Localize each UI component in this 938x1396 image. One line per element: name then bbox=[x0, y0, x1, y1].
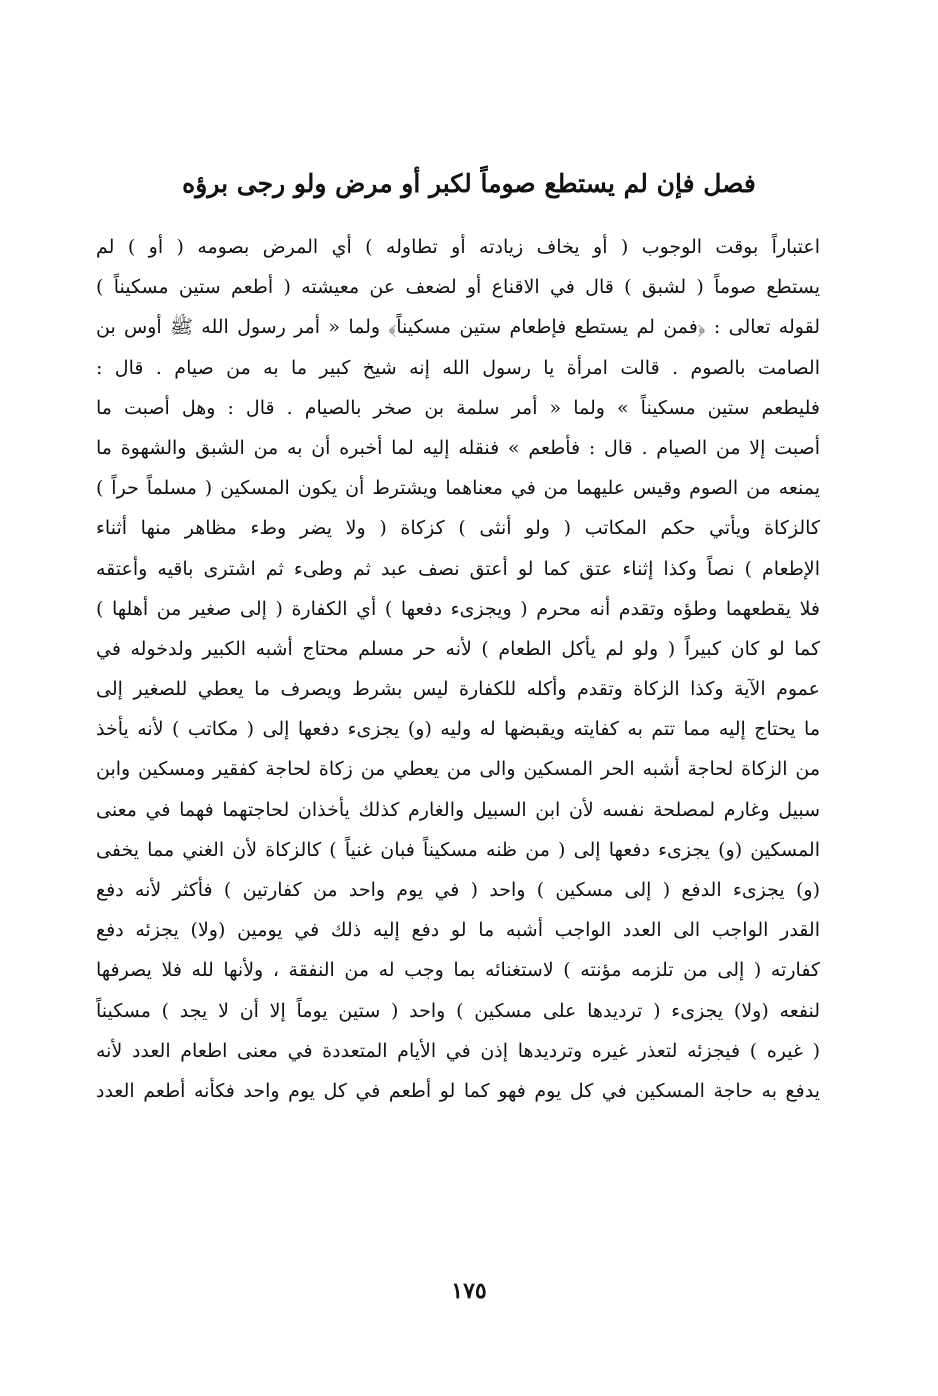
text-line: الإطعام ) نصاً وكذا إثناء عتق كما لو أعتق نصف عبد ثم وطىء ثم اشترى باقيه وأعتقه bbox=[96, 557, 820, 580]
text-line: ما يحتاج إليه مما تتم به كفايته ويقبضها له وليه (و) يجزىء دفعها إلى ( مكاتب ) لأنه يأخذ bbox=[96, 718, 820, 741]
text-line: الصامت بالصوم . قالت امرأة يا رسول الله إنه شيخ كبير ما به من صيام . قال : bbox=[96, 356, 820, 379]
text-line: كالزكاة ويأتي حكم المكاتب ( ولو أنثى ) كزكاة ( ولا يضر وطء مظاهر منها أثناء bbox=[96, 517, 820, 540]
text-line: كفارته ( إلى من تلزمه مؤنته ) لاستغنائه بما وجب له من النفقة ، ولأنها لله فلا يصرفها bbox=[96, 959, 820, 982]
page-number: ١٧٥ bbox=[451, 1278, 487, 1304]
text-line: أصبت إلا من الصيام . قال : فأطعم » فنقله إليه لما أخبره أن به من الشبق والشهوة ما bbox=[96, 436, 820, 459]
text-line: فلا يقطعهما وطؤه وتقدم أنه محرم ( ويجزىء دفعها ) أي الكفارة ( إلى صغير من أهلها ) bbox=[96, 597, 820, 620]
text-line: سبيل وغارم لمصلحة نفسه لأن ابن السبيل والغارم كذلك يأخذان لحاجتهما فهما في معنى bbox=[96, 798, 820, 821]
text-line: اعتباراً بوقت الوجوب ( أو يخاف زيادته أو تطاوله ) أي المرض بصومه ( أو ) لم bbox=[96, 236, 820, 258]
text-line: من الزكاة لحاجة أشبه الحر المسكين والى من يعطي من زكاة لحاجة كفقير ومسكين وابن bbox=[96, 758, 820, 781]
text-line: يستطع صوماً ( لشبق ) قال في الاقناع أو لضعف عن معيشته ( أطعم ستين مسكيناً ) bbox=[96, 276, 820, 299]
text-line: لقوله تعالى : ﴿فمن لم يستطع فإطعام ستين مسكيناً﴾ ولما « أمر رسول الله ﷺ أوس بن bbox=[96, 316, 820, 339]
text-line: يدفع به حاجة المسكين في كل يوم فهو كما لو أطعم في كل يوم واحد فكأنه أطعم العدد bbox=[96, 1079, 820, 1102]
body-text bbox=[96, 227, 820, 1111]
text-line: القدر الواجب الى العدد الواجب أشبه ما لو دفع إليه ذلك في يومين (ولا) يجزئه دفع bbox=[96, 919, 820, 942]
text-line: عموم الآية وكذا الزكاة وتقدم وأكله للكفارة ليس بشرط ويصرف ما يعطي للصغير إلى bbox=[96, 678, 820, 701]
text-line: يمنعه من الصوم وقيس عليهما من في معناهما ويشترط أن يكون المسكين ( مسلماً حراً ) bbox=[96, 477, 820, 500]
text-line: (و) يجزىء الدفع ( إلى مسكين ) واحد ( في يوم واحد من كفارتين ) فأكثر لأنه دفع bbox=[96, 879, 820, 901]
section-heading: فصل فإن لم يستطع صوماً لكبر أو مرض ولو رجى برؤه bbox=[182, 169, 756, 198]
text-line: المسكين (و) يجزىء دفعها إلى ( من ظنه مسكيناً فبان غنياً ) كالزكاة لأن الغني مما يخفى bbox=[96, 838, 820, 861]
text-line: فليطعم ستين مسكيناً » ولما « أمر سلمة بن صخر بالصيام . قال : وهل أصبت ما bbox=[96, 396, 820, 419]
text-line: كما لو كان كبيراً ( ولو لم يأكل الطعام ) لأنه حر مسلم محتاج أشبه الكبير ولدخوله في bbox=[96, 637, 820, 660]
text-line: لنفعه (ولا) يجزىء ( ترديدها على مسكين ) واحد ( ستين يوماً إلا أن لا يجد ) مسكيناً bbox=[96, 999, 820, 1022]
text-line: ( غيره ) فيجزئه لتعذر غيره وترديدها إذن في الأيام المتعددة في معنى اطعام العدد لأنه bbox=[96, 1039, 820, 1062]
